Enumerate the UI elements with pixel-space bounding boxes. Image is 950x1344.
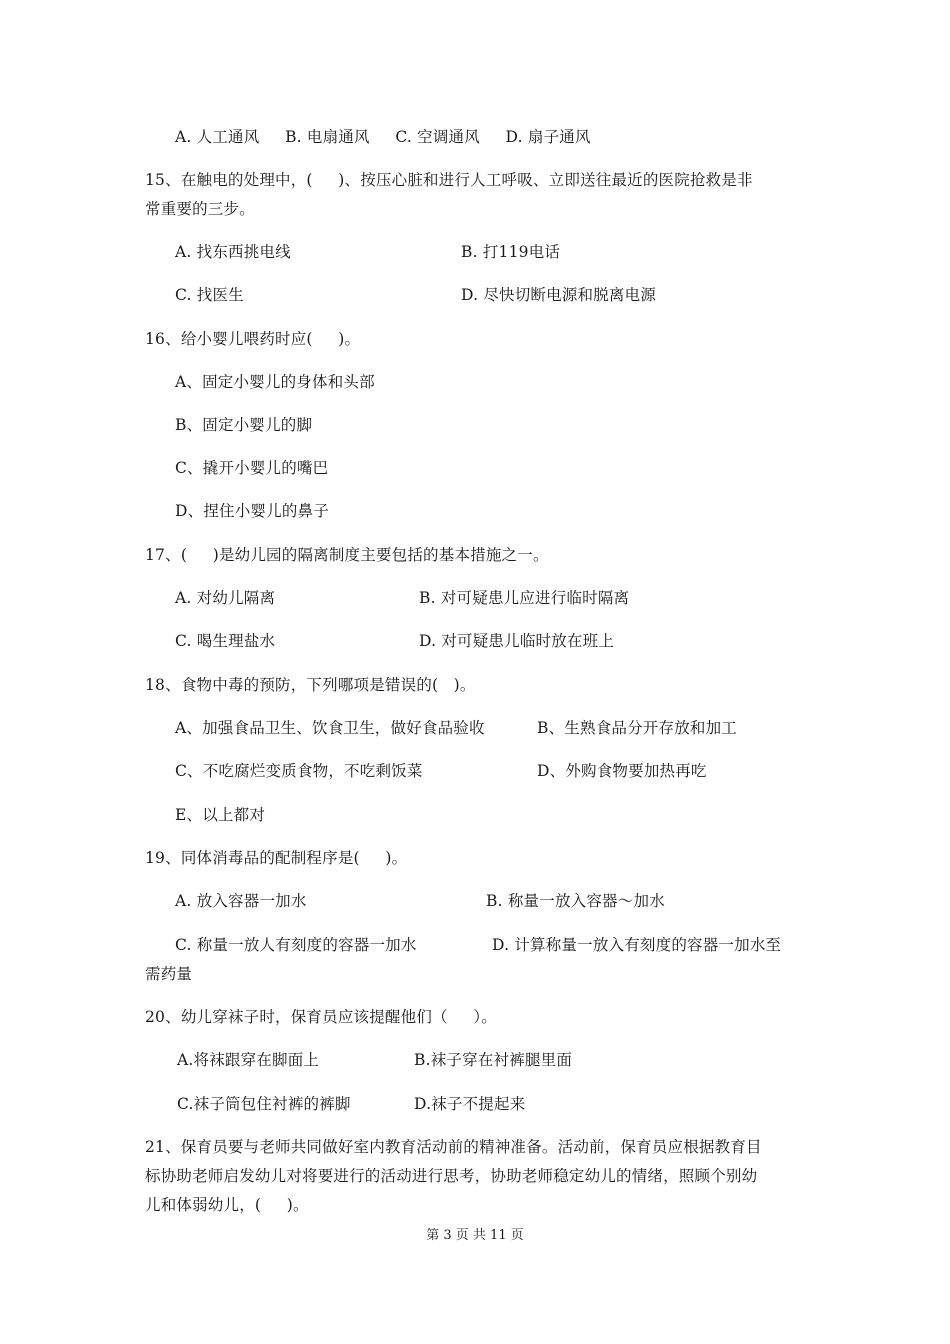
q19-option-d-line1: D. 计算称量一放入有刻度的容器一加水至 (492, 936, 782, 954)
page-footer: 第 3 页 共 11 页 (426, 1228, 524, 1243)
q16-option-c: C、撬开小婴儿的嘴巴 (175, 459, 329, 477)
q15-option-a: A. 找东西挑电线 (175, 243, 291, 261)
q20-option-c: C.袜子筒包住衬裤的裤脚 (177, 1095, 351, 1113)
q20-option-b: B.袜子穿在衬裤腿里面 (414, 1051, 573, 1069)
q17-option-c: C. 喝生理盐水 (175, 632, 276, 650)
q21-line3: 儿和体弱幼儿，( )。 (145, 1196, 309, 1214)
q15-option-d: D. 尽快切断电源和脱离电源 (461, 286, 657, 304)
q18-option-c: C、不吃腐烂变质食物，不吃剩饭菜 (175, 762, 423, 780)
q19-option-c: C. 称量一放人有刻度的容器一加水 (175, 936, 417, 954)
q18-option-e: E、以上都对 (175, 806, 266, 824)
q18-stem: 18、食物中毒的预防，下列哪项是错误的( )。 (145, 676, 476, 694)
q18-option-d: D、外购食物要加热再吃 (537, 762, 707, 780)
q20-option-a: A.将袜跟穿在脚面上 (177, 1051, 320, 1069)
q21-line1: 21、保育员要与老师共同做好室内教育活动前的精神准备。活动前，保育员应根据教育目 (145, 1138, 762, 1156)
q20-option-d: D.袜子不提起来 (414, 1095, 526, 1113)
q14-options: A. 人工通风 B. 电扇通风 C. 空调通风 D. 扇子通风 (175, 128, 591, 146)
q16-option-a: A、固定小婴儿的身体和头部 (175, 373, 375, 391)
q18-option-a: A、加强食品卫生、饮食卫生，做好食品验收 (175, 719, 485, 737)
q19-option-d-line2: 需药量 (145, 965, 193, 983)
q15-option-b: B. 打119电话 (461, 243, 561, 261)
q19-stem: 19、同体消毒品的配制程序是( )。 (145, 849, 408, 867)
q19-option-a: A. 放入容器一加水 (175, 892, 307, 910)
q17-option-a: A. 对幼儿隔离 (175, 589, 276, 607)
q15-stem-line2: 常重要的三步。 (145, 200, 255, 218)
q15-option-c: C. 找医生 (175, 286, 244, 304)
q16-stem: 16、给小婴儿喂药时应( )。 (145, 330, 361, 348)
q15-stem-line1: 15、在触电的处理中，( )、按压心脏和进行人工呼吸、立即送往最近的医院抢救是非 (145, 171, 753, 189)
q17-stem: 17、( )是幼儿园的隔离制度主要包括的基本措施之一。 (145, 546, 549, 564)
q19-option-b: B. 称量一放入容器～加水 (486, 892, 665, 910)
q17-option-d: D. 对可疑患儿临时放在班上 (419, 632, 615, 650)
q20-stem: 20、幼儿穿袜子时，保育员应该提醒他们（ ）。 (145, 1008, 498, 1026)
q17-option-b: B. 对可疑患儿应进行临时隔离 (419, 589, 630, 607)
q16-option-d: D、捏住小婴儿的鼻子 (175, 502, 329, 520)
q16-option-b: B、固定小婴儿的脚 (175, 416, 313, 434)
q18-option-b: B、生熟食品分开存放和加工 (537, 719, 737, 737)
q21-line2: 标协助老师启发幼儿对将要进行的活动进行思考，协助老师稳定幼儿的情绪，照顾个别幼 (145, 1167, 758, 1185)
